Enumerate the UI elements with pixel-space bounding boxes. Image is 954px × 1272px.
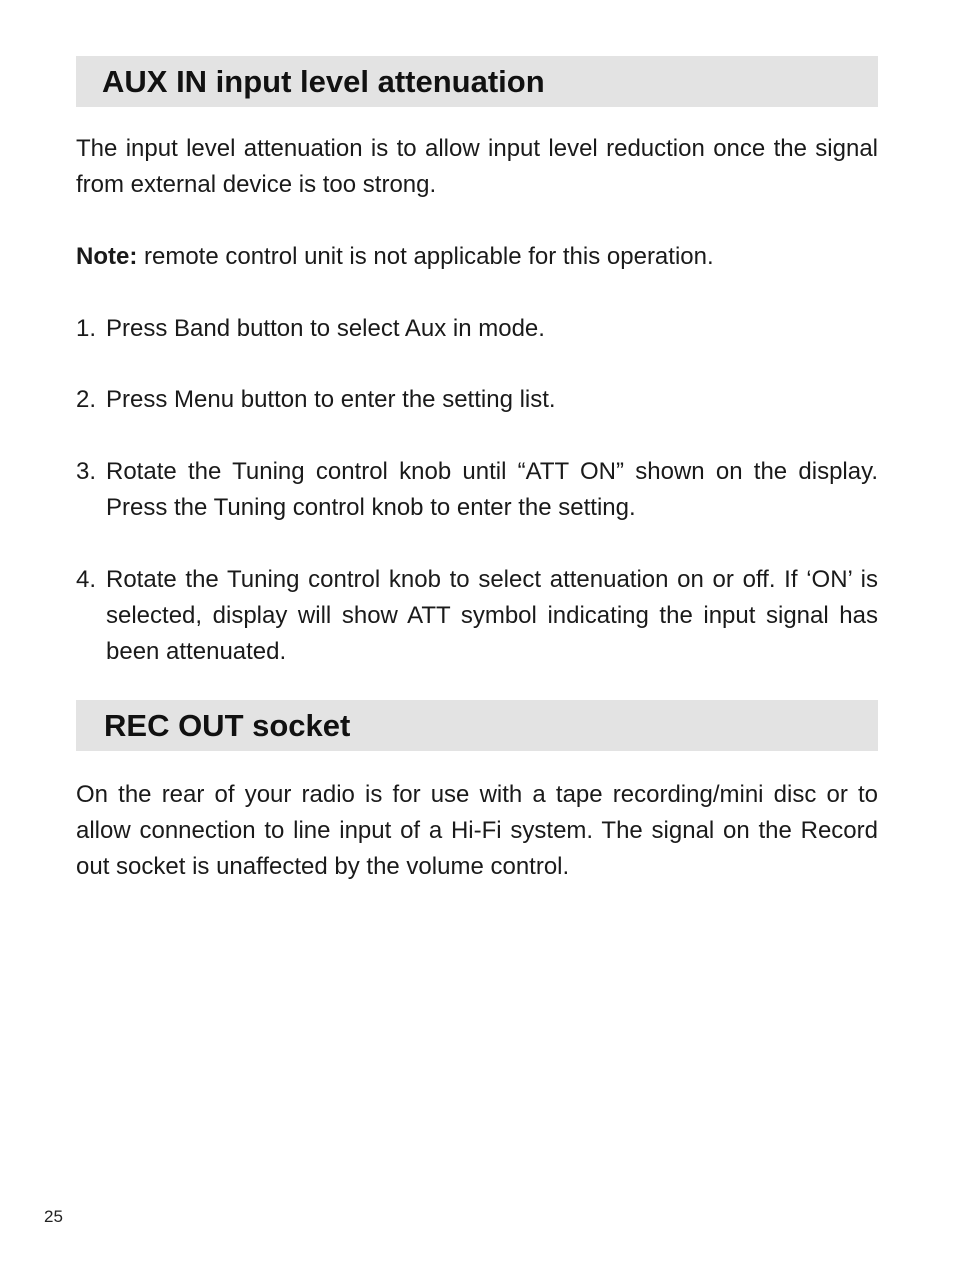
section-header-rec-out — [76, 700, 878, 751]
aux-note-paragraph — [76, 239, 878, 275]
step-text: Press Band button to select Aux in mode. — [106, 315, 545, 342]
step-number: 4. — [76, 566, 97, 593]
step-number: 1. — [76, 315, 97, 342]
step-item-3 — [76, 454, 878, 526]
step-item-2 — [76, 382, 878, 418]
page-number: 25 — [44, 1207, 63, 1226]
aux-intro-paragraph: The input level attenuation is to allow input level reduction once the signal from external device is too strong. — [76, 135, 878, 198]
section-title-rec-out: REC OUT socket — [104, 708, 351, 743]
note-label: Note: — [76, 243, 138, 270]
rec-out-paragraph: On the rear of your radio is for use with a tape recording/mini disc or to allow connection to line input of a Hi-Fi system. The signal on the Record out socket is unaffected by the volume control. — [76, 781, 878, 880]
step-item-4 — [76, 562, 878, 670]
step-text: Rotate the Tuning control knob to select attenuation on or off. If ‘ON’ is selected, display will show ATT symbol indicating the input signal has been attenuated. — [106, 566, 878, 665]
section-title-aux-in: AUX IN input level attenuation — [102, 64, 545, 99]
step-number: 3. — [76, 458, 97, 485]
section-header-aux-in — [76, 56, 878, 107]
step-item-1 — [76, 311, 878, 347]
note-text: remote control unit is not applicable for this operation. — [137, 243, 714, 270]
step-number: 2. — [76, 386, 97, 413]
step-text: Rotate the Tuning control knob until “ATT ON” shown on the display. Press the Tuning control knob to enter the setting. — [106, 458, 878, 521]
step-text: Press Menu button to enter the setting list. — [106, 386, 556, 413]
